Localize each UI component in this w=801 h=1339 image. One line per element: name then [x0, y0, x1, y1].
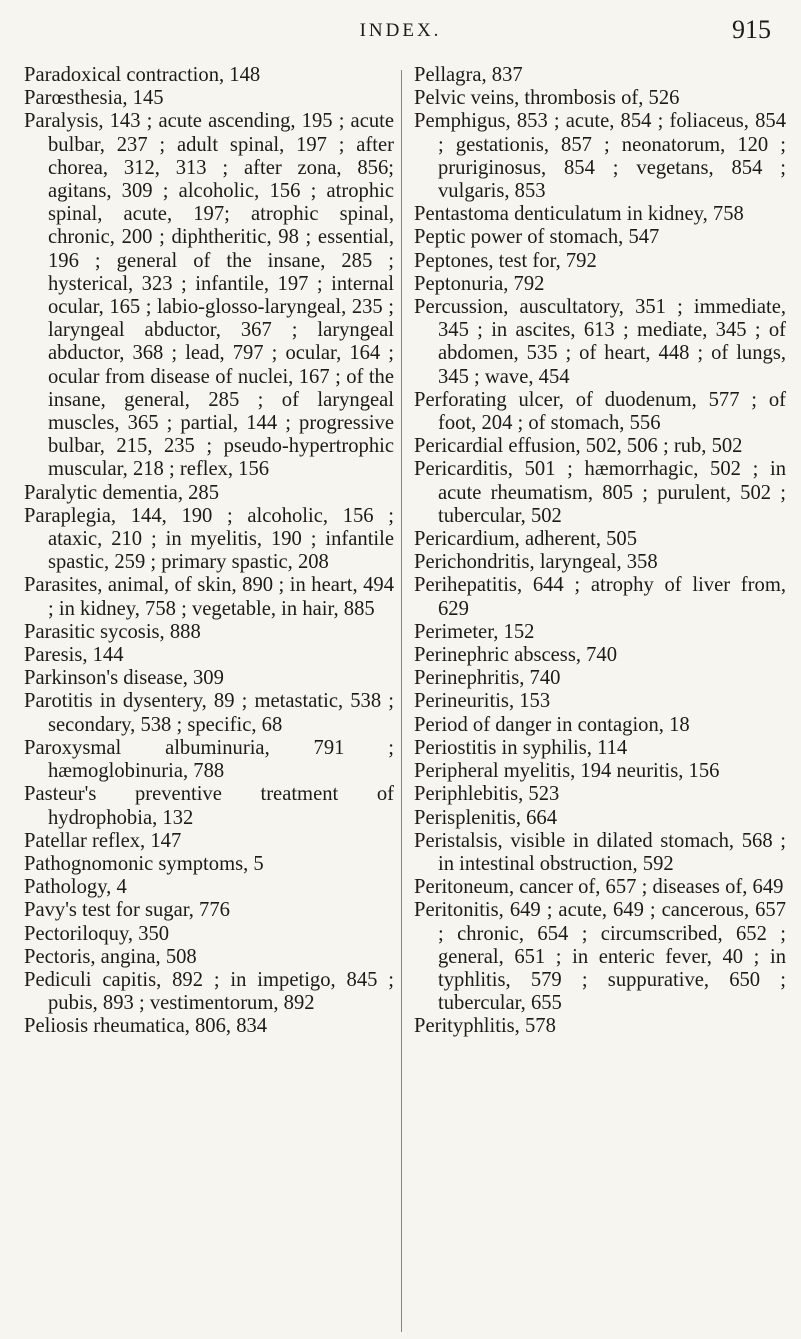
index-entry: Parkinson's disease, 309 — [24, 667, 224, 690]
index-entry: Pavy's test for sugar, 776 — [24, 899, 230, 922]
index-entry: Period of danger in contagion, 18 — [414, 713, 690, 736]
index-entry: Paradoxical contraction, 148 — [24, 64, 261, 86]
index-entry: Perineuritis, 153 — [414, 690, 551, 713]
index-entry: Paralysis, 143 ; acute ascending, 195 ; acute bulbar, 237 ; adult spinal, 197 ; after chorea, 312, 313 ; after zona, 856; agitans, 309 ; alcoholic, 156 ; atrophic spinal, acute, 197; atrophic spinal, chronic, 200 ; diphtheritic, 98 ; essential, 196 ; general of the insane, 285 ; hysterical, 323 ; infantile, 197 ; internal ocular, 165 ; labio-glosso-laryngeal, 235 ; laryngeal abductor, 367 ; laryngeal abductor, 368 ; lead, 797 ; ocular, 164 ; ocular from disease of nuclei, 167 ; of the insane, general, 285 ; of laryngeal muscles, 365 ; partial, 144 ; progressive bulbar, 215, 235 ; pseudo-hypertrophic muscular, 218 ; reflex, 156 — [24, 110, 394, 481]
index-entry: Perichondritis, laryngeal, 358 — [414, 551, 658, 574]
index-entry: Peritonitis, 649 ; acute, 649 ; cancerous, 657 ; chronic, 654 ; circumscribed, 652 ; general, 651 ; in enteric fever, 40 ; in typhlitis, 579 ; suppurative, 650 ; tubercular, 655 — [414, 899, 786, 1015]
running-title: INDEX. — [359, 20, 442, 41]
index-entry: Pericardial effusion, 502, 506 ; rub, 502 — [414, 435, 743, 458]
index-entry: Peptonuria, 792 — [414, 272, 545, 295]
index-entry: Periostitis in syphilis, 114 — [414, 736, 628, 759]
index-column-left — [24, 64, 394, 1039]
index-column-right — [414, 64, 786, 1039]
index-entry: Perisplenitis, 664 — [414, 806, 558, 829]
index-entry: Perforating ulcer, of duodenum, 577 ; of foot, 204 ; of stomach, 556 — [414, 388, 786, 435]
index-entry: Pathology, 4 — [24, 876, 127, 899]
index-entry: Pelvic veins, thrombosis of, 526 — [414, 87, 680, 110]
index-entry: Periphlebitis, 523 — [414, 783, 560, 806]
index-entry: Paraplegia, 144, 190 ; alcoholic, 156 ; ataxic, 210 ; in myelitis, 190 ; infantile spastic, 259 ; primary spastic, 208 — [24, 504, 394, 574]
page-header — [0, 14, 801, 50]
index-entry: Peliosis rheumatica, 806, 834 — [24, 1015, 268, 1038]
index-entry: Pectoriloquy, 350 — [24, 922, 170, 945]
index-entry: Parotitis in dysentery, 89 ; metastatic, 538 ; secondary, 538 ; specific, 68 — [24, 690, 394, 736]
index-entry: Peritoneum, cancer of, 657 ; diseases of, 649 — [414, 876, 784, 899]
index-entry: Pectoris, angina, 508 — [24, 945, 197, 968]
index-entry: Pediculi capitis, 892 ; in impetigo, 845 ; pubis, 893 ; vestimentorum, 892 — [24, 968, 394, 1015]
index-entry: Paresis, 144 — [24, 644, 124, 667]
index-entry: Perityphlitis, 578 — [414, 1015, 556, 1038]
index-entry: Peptones, test for, 792 — [414, 249, 597, 272]
index-entry: Parasites, animal, of skin, 890 ; in heart, 494 ; in kidney, 758 ; vegetable, in hair, 885 — [24, 574, 394, 620]
index-entry: Pemphigus, 853 ; acute, 854 ; foliaceus, 854 ; gestationis, 857 ; neonatorum, 120 ; pruriginosus, 854 ; vegetans, 854 ; vulgaris, 853 — [414, 110, 786, 203]
index-entry: Pericardium, adherent, 505 — [414, 528, 638, 551]
index-entry: Peptic power of stomach, 547 — [414, 226, 660, 249]
index-entry: Parasitic sycosis, 888 — [24, 620, 201, 643]
index-entry: Paralytic dementia, 285 — [24, 481, 220, 504]
index-entry: Perinephritis, 740 — [414, 667, 561, 690]
index-entry: Pasteur's preventive treatment of hydrophobia, 132 — [24, 783, 394, 829]
index-entry: Pathognomonic symptoms, 5 — [24, 852, 264, 875]
index-entry: Patellar reflex, 147 — [24, 829, 182, 852]
index-entry: Percussion, auscultatory, 351 ; immediate, 345 ; in ascites, 613 ; mediate, 345 ; of abdomen, 535 ; of heart, 448 ; of lungs, 345 ; wave, 454 — [414, 296, 786, 388]
index-entry: Peripheral myelitis, 194 neuritis, 156 — [414, 760, 720, 783]
column-divider — [401, 70, 402, 1332]
index-entry: Pellagra, 837 — [414, 64, 523, 86]
index-entry: Peristalsis, visible in dilated stomach, 568 ; in intestinal obstruction, 592 — [414, 829, 786, 875]
index-entry: Pentastoma denticulatum in kidney, 758 — [414, 203, 744, 226]
index-entry: Perinephric abscess, 740 — [414, 644, 618, 667]
index-entry: Perihepatitis, 644 ; atrophy of liver from, 629 — [414, 574, 786, 620]
index-entry: Pericarditis, 501 ; hæmorrhagic, 502 ; in acute rheumatism, 805 ; purulent, 502 ; tubercular, 502 — [414, 458, 786, 527]
index-entry: Perimeter, 152 — [414, 620, 535, 643]
index-entry: Parœsthesia, 145 — [24, 87, 164, 110]
page-number: 915 — [732, 15, 771, 44]
index-entry: Paroxysmal albuminuria, 791 ; hæmoglobinuria, 788 — [24, 736, 394, 783]
